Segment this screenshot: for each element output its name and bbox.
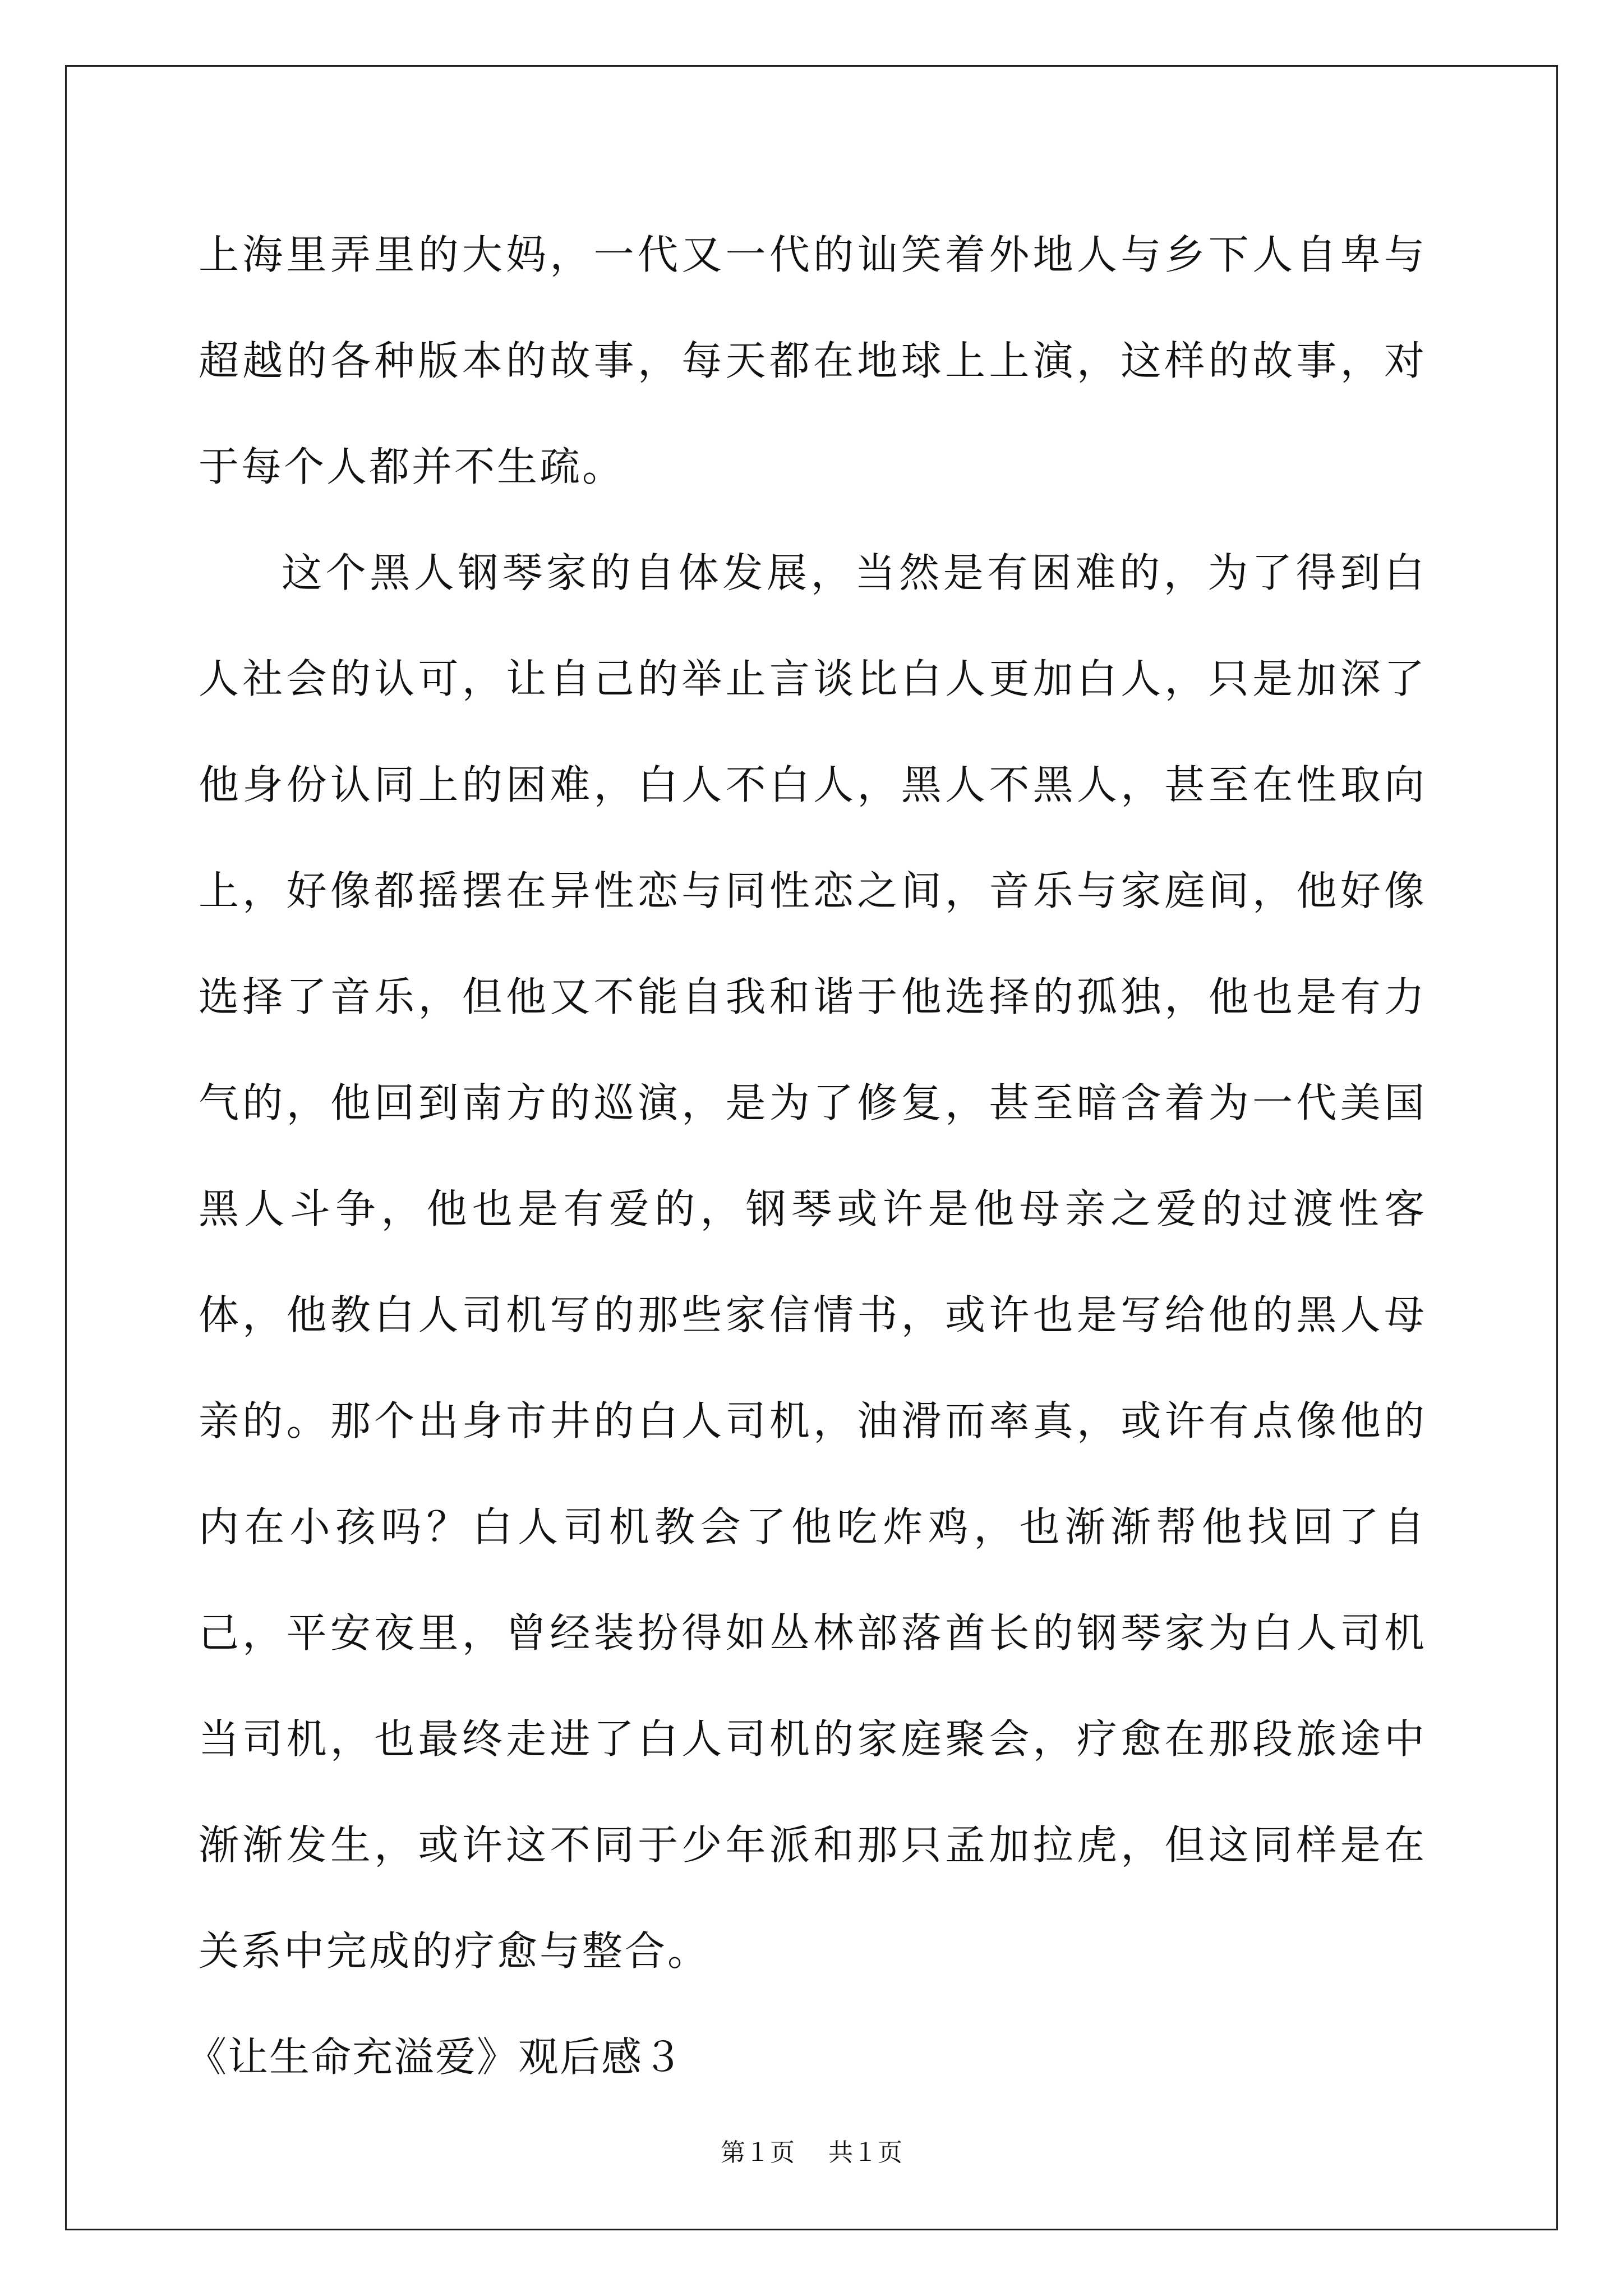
page-number-current: 第１页 [721,2138,795,2167]
paragraph-2: 这个黑人钢琴家的自体发展，当然是有困难的，为了得到白人社会的认可，让自己的举止言谈比白人更加白人，只是加深了他身份认同上的困难，白人不白人，黑人不黑人，甚至在性取向上，好像都摇摆在异性恋与同性恋之间，音乐与家庭间，他好像选择了音乐，但他又不能自我和谐于他选择的孤独，他也是有力气的，他回到南方的巡演，是为了修复，甚至暗含着为一代美国黑人斗争，他也是有爱的，钢琴或许是他母亲之爱的过渡性客体，他教白人司机写的那些家信情书，或许也是写给他的黑人母亲的。那个出身市井的白人司机，油滑而率真，或许有点像他的内在小孩吗？白人司机教会了他吃炸鸡，也渐渐帮他找回了自己，平安夜里，曾经装扮得如丛林部落酋长的钢琴家为白人司机当司机，也最终走进了白人司机的家庭聚会，疗愈在那段旅途中渐渐发生，或许这不同于少年派和那只孟加拉虎，但这同样是在关系中完成的疗愈与整合。 [199,549,1427,1975]
paragraph-1: 上海里弄里的大妈，一代又一代的讪笑着外地人与乡下人自卑与超越的各种版本的故事，每天都在地球上上演，这样的故事，对于每个人都并不生疏。 [199,231,1427,490]
page-number-total: 共１页 [828,2138,902,2167]
document-body [186,202,1427,2110]
page-footer [0,2136,1623,2170]
section-heading: 《让生命充溢爱》观后感３ [186,2033,685,2081]
